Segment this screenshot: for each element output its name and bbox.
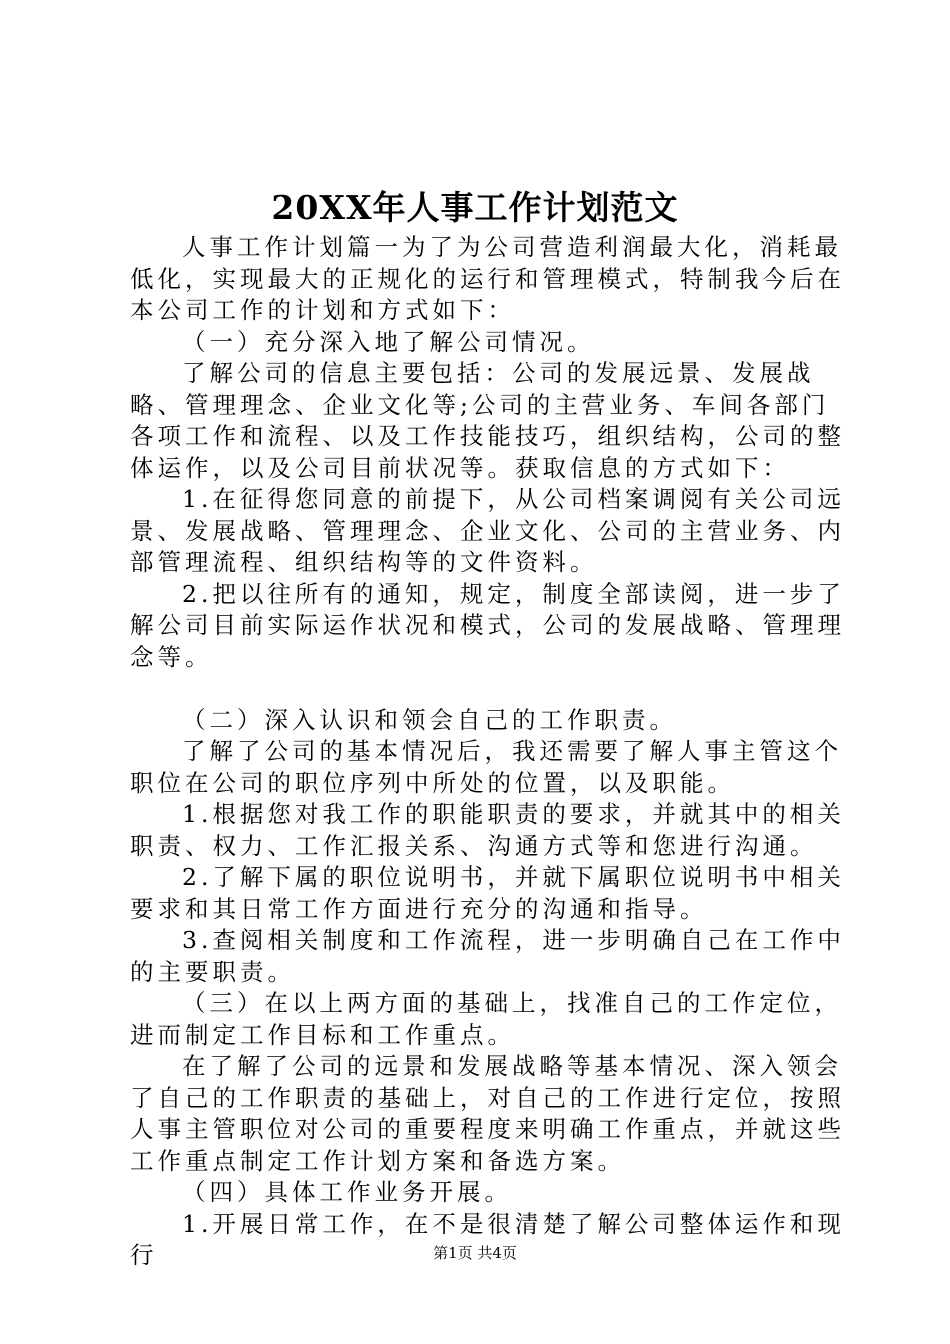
section-heading-2: （二）深入认识和领会自己的工作职责。 xyxy=(182,705,677,734)
list-item: 3.查阅相关制度和工作流程，进一步明确自己在工作中的主要职责。 xyxy=(130,926,845,986)
list-item: 2.了解下属的职位说明书，并就下属职位说明书中相关要求和其日常工作方面进行充分的沟通和指导。 xyxy=(130,863,845,923)
list-item: 1.开展日常工作，在不是很清楚了解公司整体运作和现行 xyxy=(130,1209,845,1269)
list-item: 1.根据您对我工作的职能职责的要求，并就其中的相关职责、权力、工作汇报关系、沟通方式等和您进行沟通。 xyxy=(130,800,845,860)
paragraph: 了解公司的信息主要包括：公司的发展远景、发展战略、管理理念、企业文化等;公司的主营业务、车间各部门各项工作和流程、以及工作技能技巧，组织结构，公司的整体运作，以及公司目前状况等。获取信息的方式如下： xyxy=(130,359,845,482)
list-item: 2.把以往所有的通知，规定，制度全部读阅，进一步了解公司目前实际运作状况和模式，公司的发展战略、管理理念等。 xyxy=(130,579,845,671)
document-title: 20XX年人事工作计划范文 xyxy=(271,188,679,227)
section-heading-3: （三）在以上两方面的基础上，找准自己的工作定位，进而制定工作目标和工作重点。 xyxy=(130,989,842,1049)
page-footer: 第1页 共4页 xyxy=(433,1244,517,1262)
paragraph-intro: 人事工作计划篇一为了为公司营造利润最大化，消耗最低化，实现最大的正规化的运行和管理模式，特制我今后在本公司工作的计划和方式如下： xyxy=(130,233,845,324)
paragraph: 了解了公司的基本情况后，我还需要了解人事主管这个职位在公司的职位序列中所处的位置，以及职能。 xyxy=(130,737,842,797)
document-body xyxy=(130,232,850,1272)
paragraph: 在了解了公司的远景和发展战略等基本情况、深入领会了自己的工作职责的基础上，对自己的工作进行定位，按照人事主管职位对公司的重要程度来明确工作重点，并就这些工作重点制定工作计划方案和备选方案。 xyxy=(130,1052,845,1175)
section-heading-1: （一）充分深入地了解公司情况。 xyxy=(182,327,595,356)
section-heading-4: （四）具体工作业务开展。 xyxy=(182,1178,512,1206)
list-item: 1.在征得您同意的前提下，从公司档案调阅有关公司远景、发展战略、管理理念、企业文化、公司的主营业务、内部管理流程、组织结构等的文件资料。 xyxy=(130,485,845,576)
